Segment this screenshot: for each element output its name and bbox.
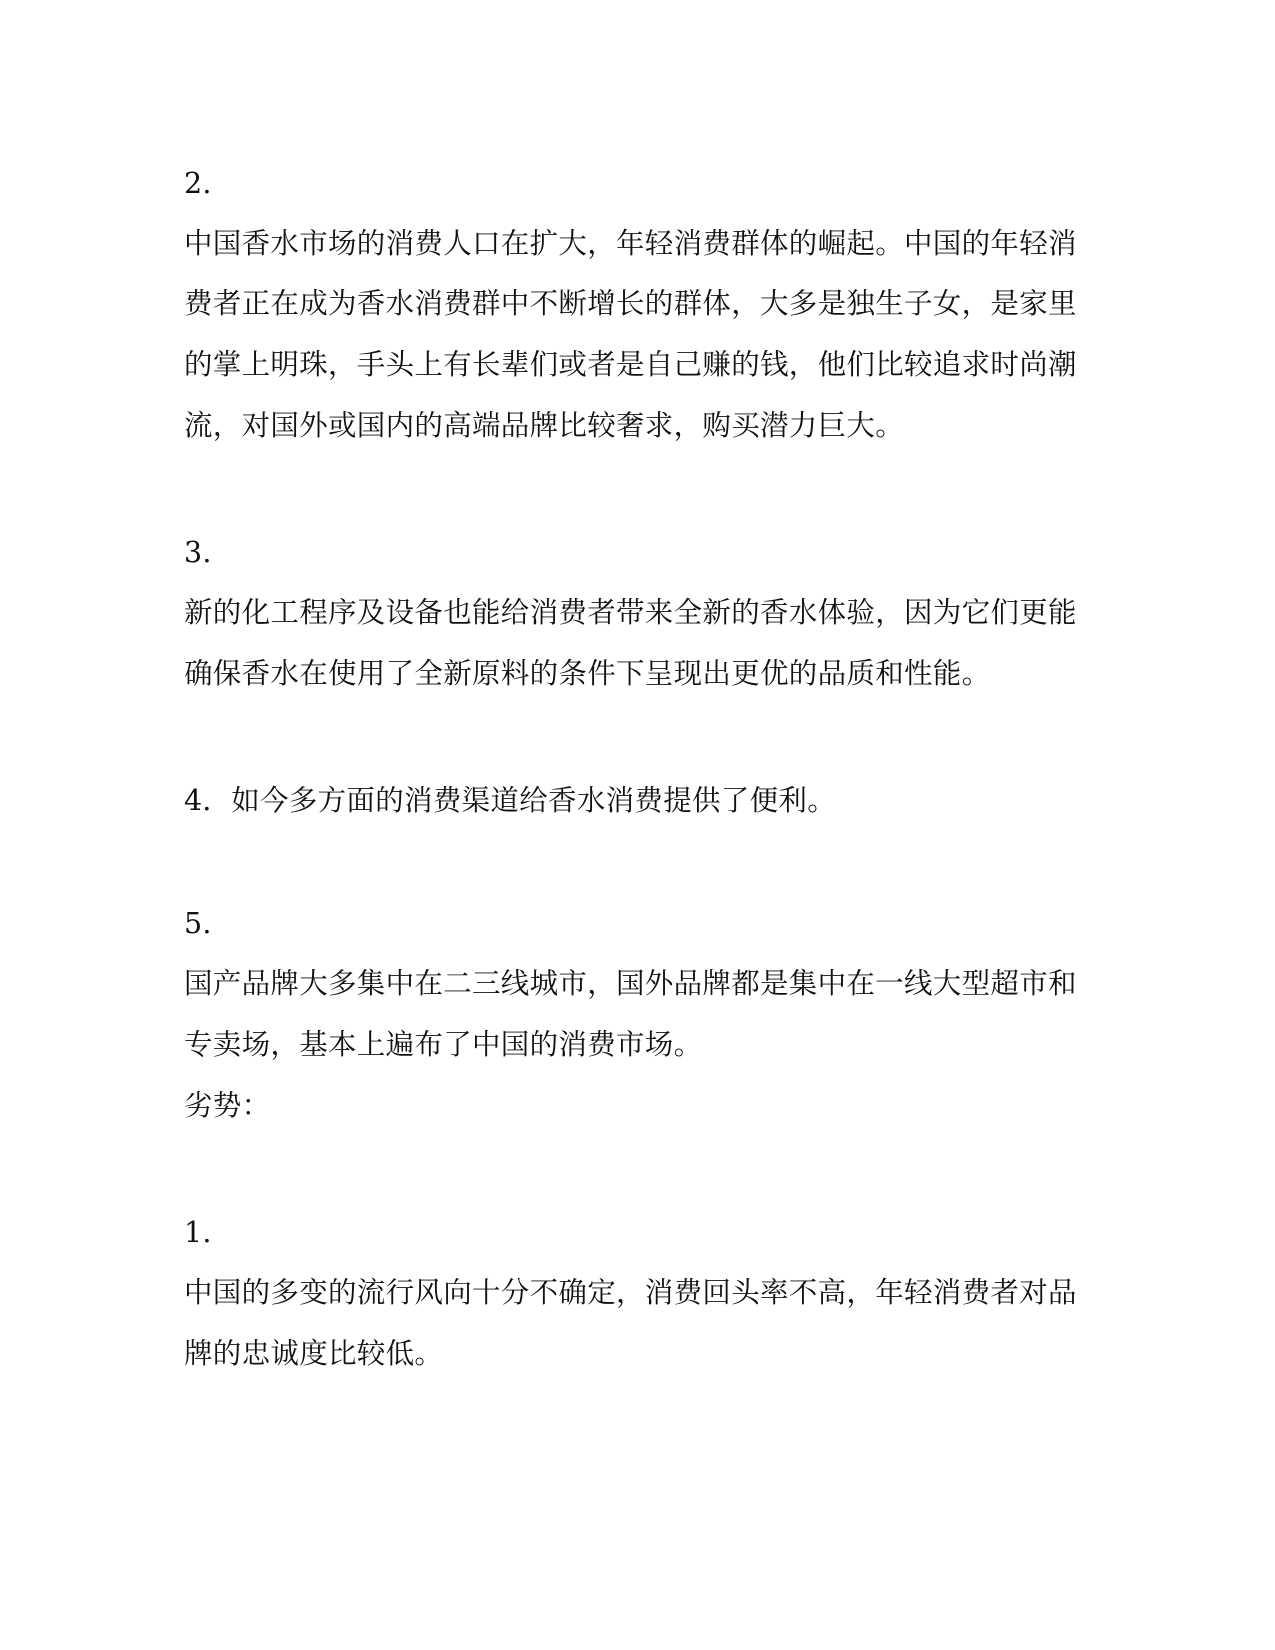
paragraph-line: 国产品牌大多集中在二三线城市，国外品牌都是集中在一线大型超市和 xyxy=(184,967,1077,1000)
weaknesses-heading: 劣势： xyxy=(184,1089,271,1122)
paragraph-line: 中国香水市场的消费人口在扩大，年轻消费群体的崛起。中国的年轻消 xyxy=(184,227,1077,260)
section-number-3: 3. xyxy=(184,536,212,569)
section-number-5: 5. xyxy=(184,907,212,940)
paragraph-line: 中国的多变的流行风向十分不确定，消费回头率不高，年轻消费者对品 xyxy=(184,1276,1077,1309)
section-4-line: 4．如今多方面的消费渠道给香水消费提供了便利。 xyxy=(184,784,837,817)
section-number-1: 1. xyxy=(184,1216,212,1249)
paragraph-line: 流，对国外或国内的高端品牌比较奢求，购买潜力巨大。 xyxy=(184,409,905,442)
paragraph-line: 新的化工程序及设备也能给消费者带来全新的香水体验，因为它们更能 xyxy=(184,596,1077,629)
paragraph-line: 确保香水在使用了全新原料的条件下呈现出更优的品质和性能。 xyxy=(184,657,991,690)
paragraph-line: 的掌上明珠，手头上有长辈们或者是自己赚的钱，他们比较追求时尚潮 xyxy=(184,348,1077,381)
paragraph-line: 费者正在成为香水消费群中不断增长的群体，大多是独生子女，是家里 xyxy=(184,287,1077,320)
paragraph-line: 牌的忠诚度比较低。 xyxy=(184,1337,444,1370)
paragraph-line: 专卖场，基本上遍布了中国的消费市场。 xyxy=(184,1028,703,1061)
section-number-2: 2. xyxy=(184,167,212,200)
